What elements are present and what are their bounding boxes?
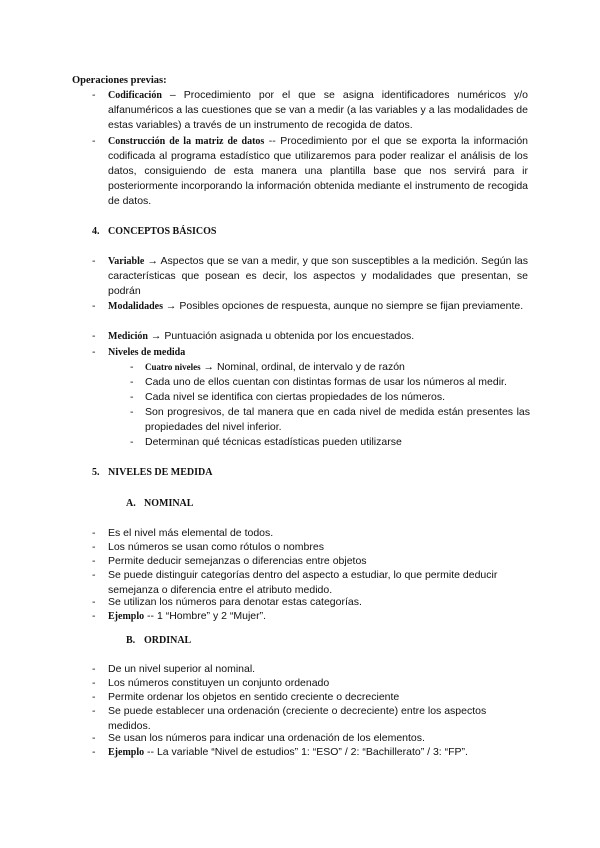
ordinal-item: Los números constituyen un conjunto ordenado	[108, 677, 330, 689]
nominal-item: Permite deducir semejanzas o diferencias entre objetos	[108, 555, 367, 567]
bullet: -	[92, 569, 96, 581]
bullet: -	[92, 596, 96, 608]
section-4-number: 4.	[92, 226, 100, 237]
s4-sub-item: Determinan qué técnicas estadísticas pueden utilizarse	[145, 436, 402, 448]
subsection-a-number: A.	[126, 498, 136, 509]
bullet: -	[130, 376, 134, 388]
ordinal-item: Se puede establecer una ordenación (creciente o decreciente) entre los aspectos medidos.	[108, 705, 487, 732]
section-4-title: CONCEPTOS BÁSICOS	[108, 226, 217, 237]
bullet: -	[92, 527, 96, 539]
bullet: -	[92, 732, 96, 744]
s4-sub-item: Cada nivel se identifica con ciertas propiedades de los números.	[145, 391, 446, 403]
bullet: -	[130, 361, 134, 373]
bullet: -	[92, 705, 96, 717]
subsection-b-title: ORDINAL	[144, 635, 192, 646]
bullet: -	[130, 406, 134, 418]
pre-item-matriz: Construcción de la matriz de datos -- Procedimiento por el que se exporta la información codificada al programa estadístico que utilizaremos para poder realizar el análisis de los datos, consiguiendo de esta manera una plantilla base que nos servirá para ir posteriormente incorporando la información obtenida mediante el instrumento de recogida de datos.	[108, 135, 528, 207]
s4-item-niveles: Niveles de medida	[108, 347, 186, 358]
s4-item-modalidades: Modalidades → Posibles opciones de respuesta, aunque no siempre se fijan previamente.	[108, 300, 524, 312]
nominal-item: Es el nivel más elemental de todos.	[108, 527, 274, 539]
bullet: -	[130, 391, 134, 403]
pre-title: Operaciones previas:	[72, 75, 167, 86]
s4-sub-cuatro: Cuatro niveles → Nominal, ordinal, de intervalo y de razón	[145, 361, 405, 373]
bullet: -	[92, 135, 96, 147]
s4-sub-item: Son progresivos, de tal manera que en cada nivel de medida están presentes las propiedades del nivel inferior.	[145, 406, 530, 433]
nominal-example: Ejemplo -- 1 “Hombre” y 2 “Mujer”.	[108, 610, 267, 622]
bullet: -	[92, 300, 96, 312]
subsection-b-number: B.	[126, 635, 136, 646]
bullet: -	[92, 555, 96, 567]
pre-item-codificacion: Codificación – Procedimiento por el que se asigna identificadores numéricos y/o alfanuméricos a las cuestiones que se van a medir (a las variables y a las modalidades de estas variables) a través de un instrumento de recogida de datos.	[108, 89, 528, 131]
term: Codificación	[108, 90, 162, 101]
subsection-a-title: NOMINAL	[144, 498, 194, 509]
ordinal-item: Se usan los números para indicar una ordenación de los elementos.	[108, 732, 425, 744]
bullet: -	[92, 610, 96, 622]
bullet: -	[92, 541, 96, 553]
bullet: -	[92, 677, 96, 689]
bullet: -	[92, 255, 96, 267]
section-5-title: NIVELES DE MEDIDA	[108, 467, 213, 478]
bullet: -	[92, 346, 96, 358]
s4-item-medicion: Medición → Puntuación asignada u obtenida por los encuestados.	[108, 330, 415, 342]
nominal-item: Los números se usan como rótulos o nombres	[108, 541, 324, 553]
s4-sub-item: Cada uno de ellos cuentan con distintas formas de usar los números al medir.	[145, 376, 507, 388]
nominal-item: Se utilizan los números para denotar estas categorías.	[108, 596, 362, 608]
nominal-item: Se puede distinguir categorías dentro del aspecto a estudiar, lo que permite deducir semejanza o diferencia entre el atributo medido.	[108, 569, 498, 596]
ordinal-item: Permite ordenar los objetos en sentido creciente o decreciente	[108, 691, 400, 703]
ordinal-item: De un nivel superior al nominal.	[108, 663, 256, 675]
bullet: -	[92, 330, 96, 342]
term: Construcción de la matriz de datos	[108, 136, 265, 147]
bullet: -	[130, 436, 134, 448]
ordinal-example: Ejemplo -- La variable “Nivel de estudios” 1: “ESO” / 2: “Bachillerato” / 3: “FP”.	[108, 746, 468, 758]
bullet: -	[92, 691, 96, 703]
bullet: -	[92, 746, 96, 758]
bullet: -	[92, 663, 96, 675]
bullet: -	[92, 89, 96, 101]
section-5-number: 5.	[92, 467, 100, 478]
s4-item-variable: Variable → Aspectos que se van a medir, y que son susceptibles a la medición. Según las características que posean es decir, los aspectos y modalidades que presentan, se podrán	[108, 255, 528, 297]
